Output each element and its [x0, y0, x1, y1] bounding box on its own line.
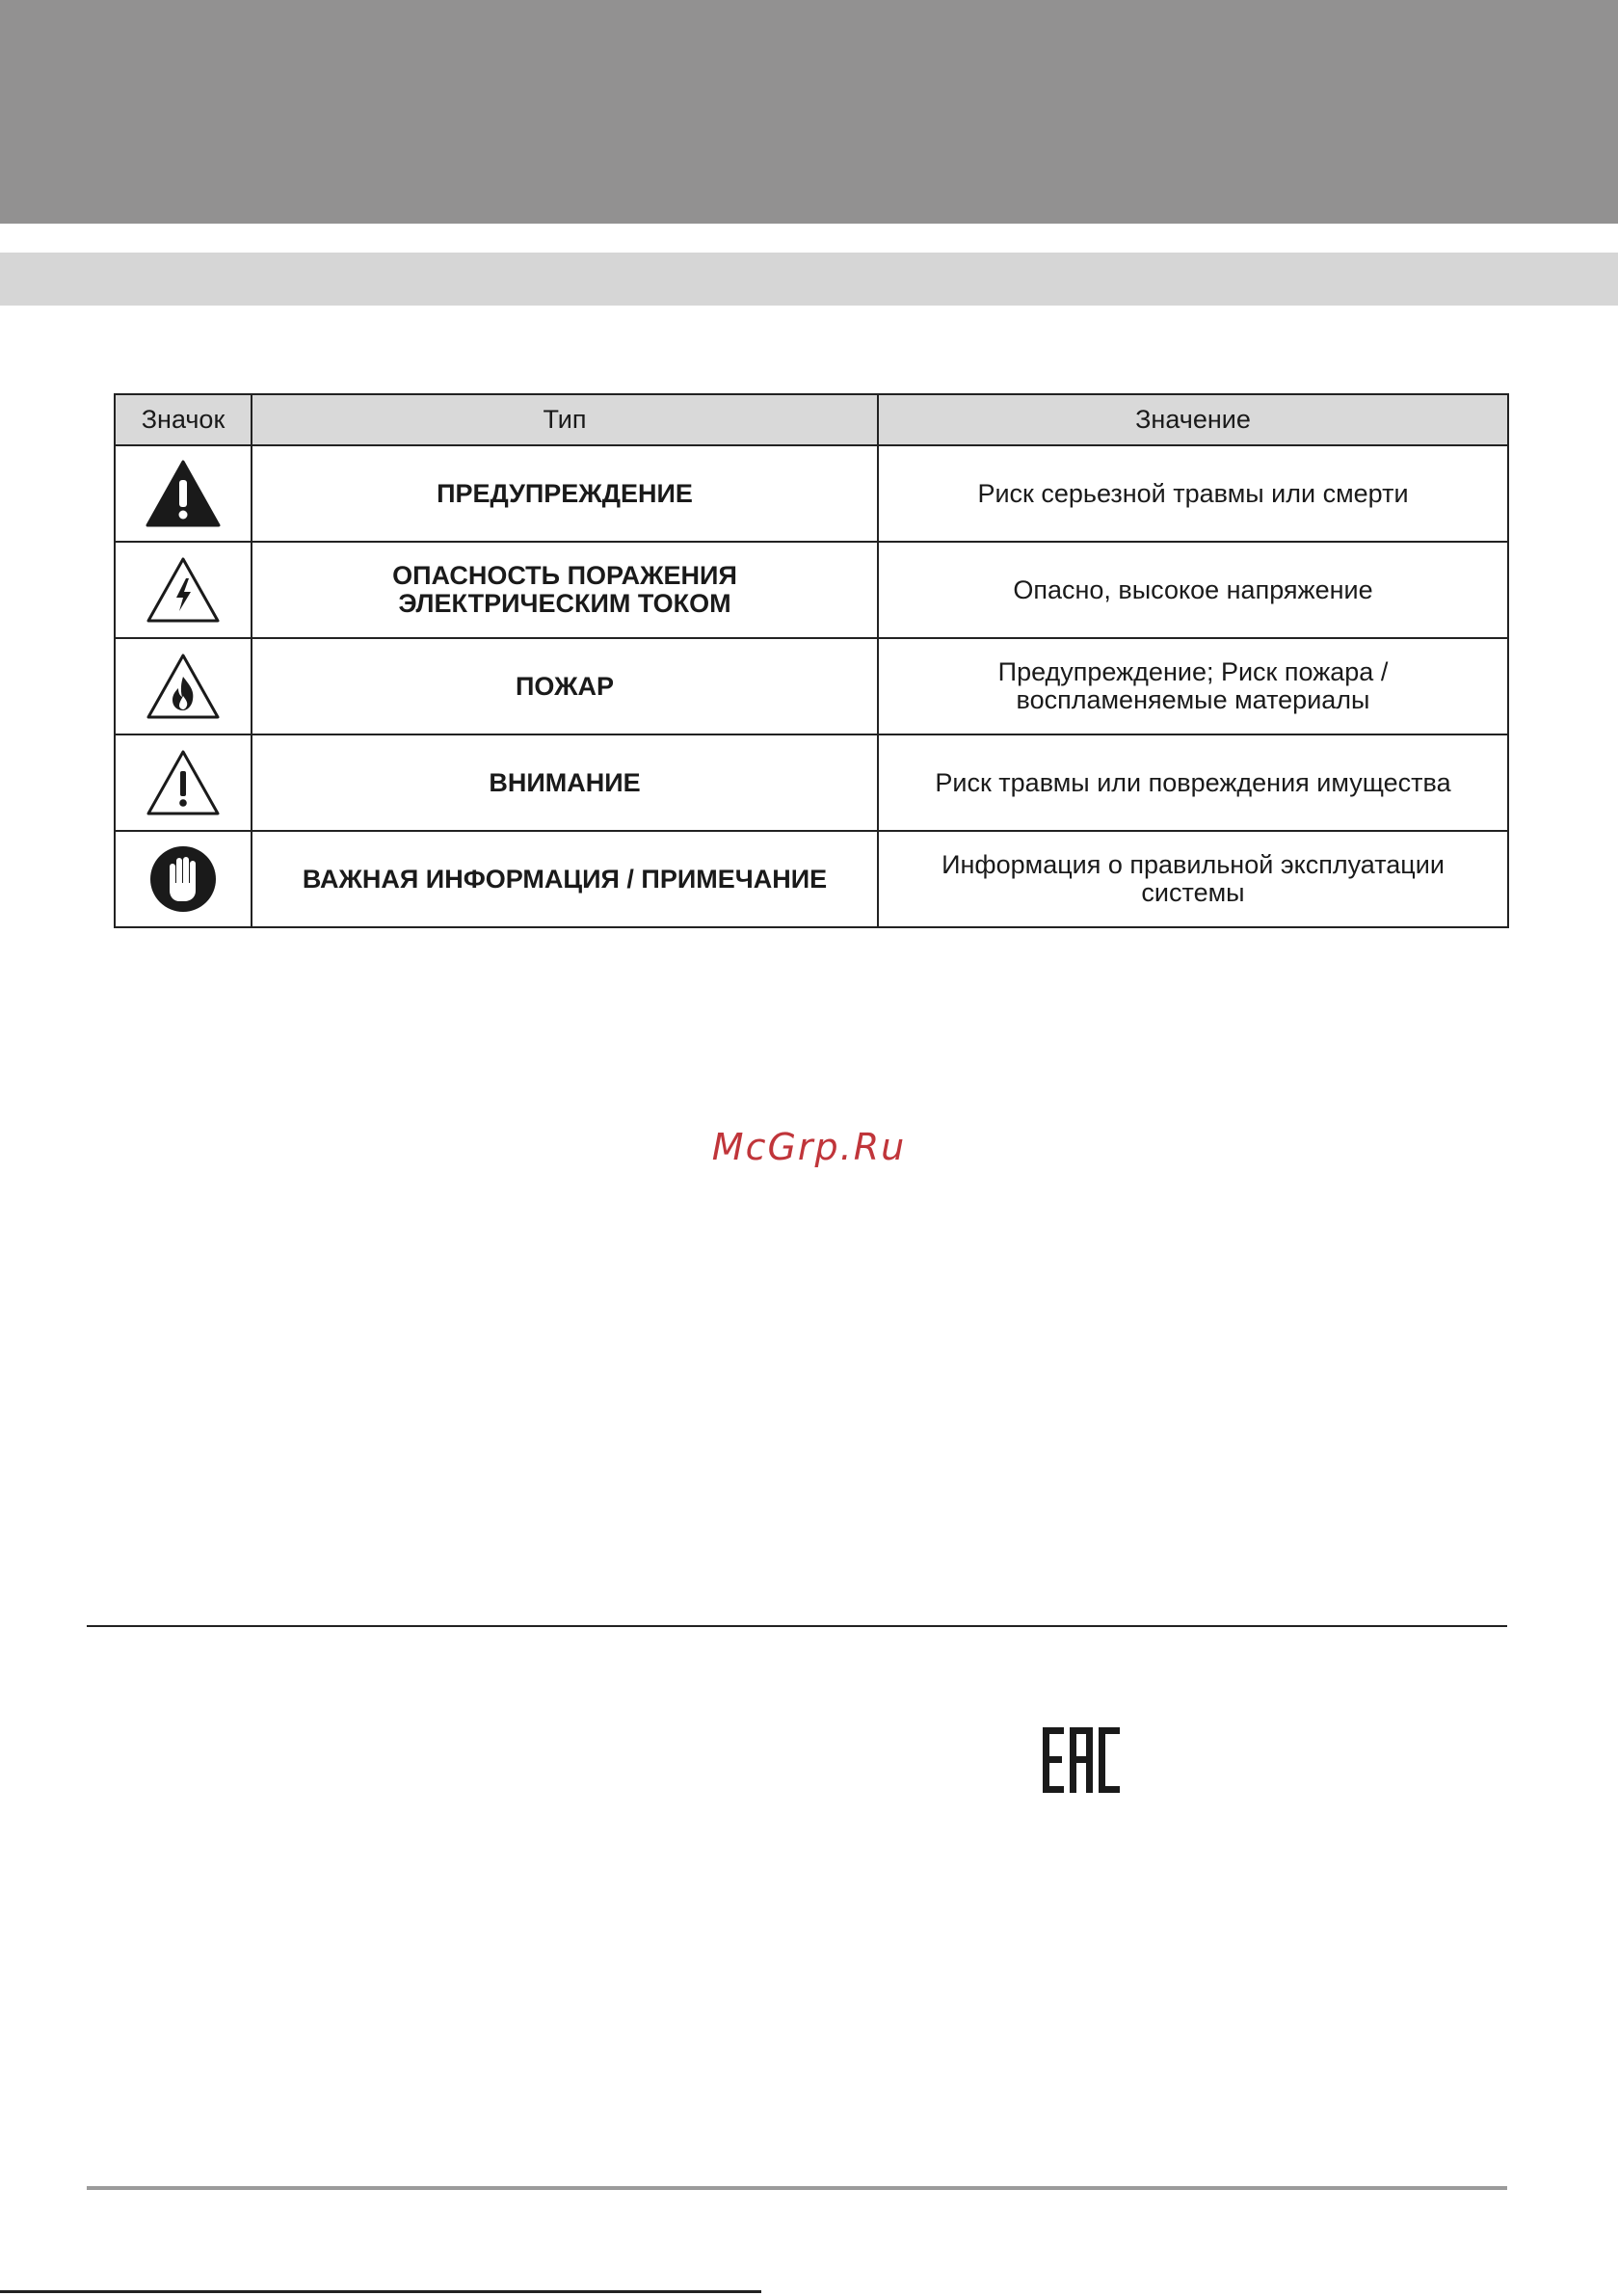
watermark-text: McGrp.Ru [711, 1126, 907, 1168]
row-type: ПРЕДУПРЕЖДЕНИЕ [252, 445, 878, 542]
row-meaning: Предупреждение; Риск пожара / воспламеняемые материалы [878, 638, 1508, 734]
icon-cell [115, 445, 252, 542]
table-header-row [115, 394, 1508, 445]
table-row [115, 831, 1508, 927]
row-meaning: Информация о правильной эксплуатации системы [878, 831, 1508, 927]
table-row [115, 638, 1508, 734]
row-type: ПОЖАР [252, 638, 878, 734]
electric-shock-triangle-icon [145, 555, 222, 625]
hand-stop-circle-icon [148, 844, 218, 914]
fire-triangle-icon [145, 652, 222, 721]
caution-triangle-icon [145, 748, 222, 817]
icon-cell [115, 831, 252, 927]
section-divider [87, 1625, 1507, 1627]
eac-logo-icon [1043, 1727, 1120, 1793]
row-type: ВНИМАНИЕ [252, 734, 878, 831]
header-icon: Значок [115, 394, 252, 445]
safety-symbols-table [114, 393, 1509, 928]
icon-cell [115, 542, 252, 638]
sub-header-band [0, 253, 1618, 306]
table-row [115, 542, 1508, 638]
row-type: ОПАСНОСТЬ ПОРАЖЕНИЯ ЭЛЕКТРИЧЕСКИМ ТОКОМ [252, 542, 878, 638]
header-type: Тип [252, 394, 878, 445]
bottom-edge-line [0, 2290, 761, 2293]
row-meaning: Риск серьезной травмы или смерти [878, 445, 1508, 542]
eac-certification-mark [1043, 1727, 1120, 1798]
icon-cell [115, 638, 252, 734]
row-meaning: Опасно, высокое напряжение [878, 542, 1508, 638]
footer-divider [87, 2186, 1507, 2190]
warning-filled-triangle-icon [145, 459, 222, 528]
row-meaning: Риск травмы или повреждения имущества [878, 734, 1508, 831]
header-meaning: Значение [878, 394, 1508, 445]
table-row [115, 734, 1508, 831]
top-header-band [0, 0, 1618, 224]
icon-cell [115, 734, 252, 831]
table-row [115, 445, 1508, 542]
row-type: ВАЖНАЯ ИНФОРМАЦИЯ / ПРИМЕЧАНИЕ [252, 831, 878, 927]
